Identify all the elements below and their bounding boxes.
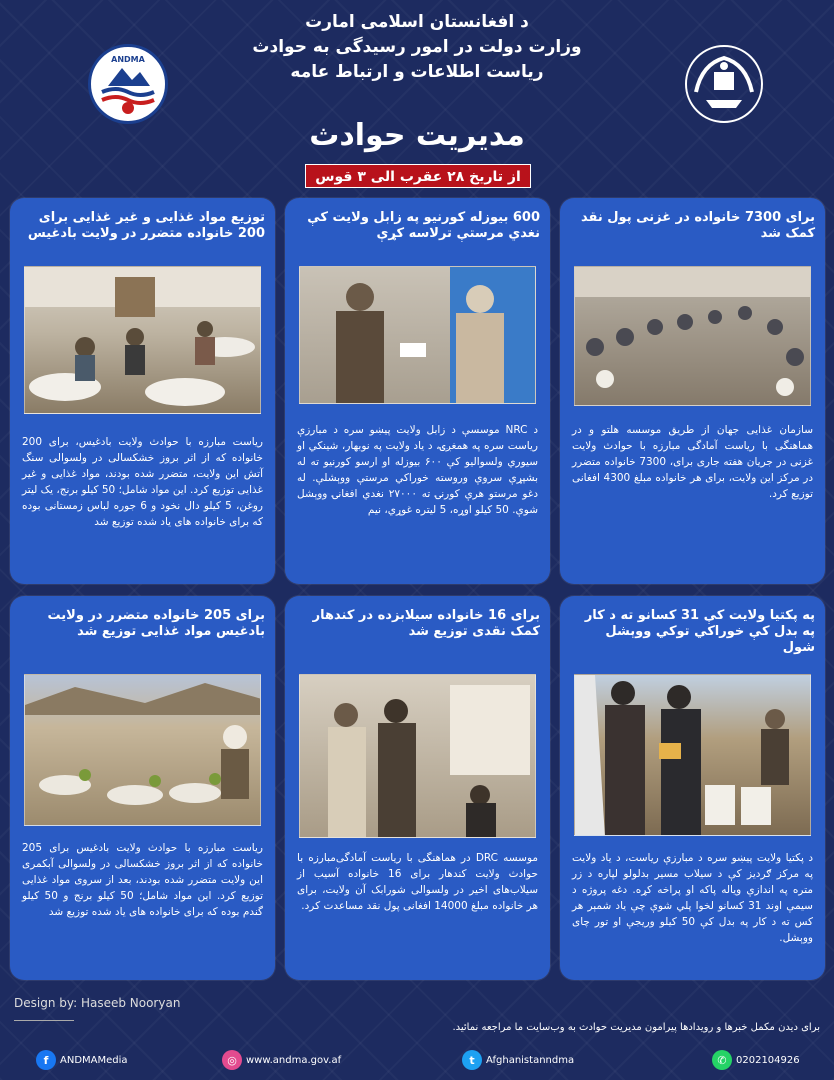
facebook-icon: f — [36, 1050, 56, 1070]
website-url: www.andma.gov.af — [246, 1054, 342, 1066]
phone-number: 0202104926 — [736, 1054, 800, 1066]
card-zabul-600 — [285, 198, 550, 584]
card-body: د پکتیا ولایت پیښو سره د مبارزې ریاست، د یاد ولایت په مرکز ګردیز کې د سیلاب مسیر بدلولو لپاره د زر متره په اندازې ویاله پاکه او پراخه کړه. دغه پروژه د سیمې اوند 31 کسانو لخوا پلي شوې چې یاد شمېر هر کس ته د کار په بدل کې 50 کیلو وریجې او تور چای ووېشل. — [572, 852, 813, 944]
card-badghis-205 — [10, 596, 275, 980]
facebook-handle: ANDMAMedia — [60, 1054, 128, 1066]
card-body: ریاست مبارزه با حوادث ولایت بادغیس، برای 200 خانواده که از اثر بروز خشکسالی در ولسوالی سنگ آتش این ولایت، متضرر شده بودند، مواد غذایی و غیر غذایی توزیع کرد. این مواد شامل؛ 50 کیلو برنج، یک لیتر روغن، 5 کیلو دال نخود و 6 جوره لباس زمستانی بوده که برای خانواده های یاد شده توزیع شد — [22, 436, 263, 528]
card-photo — [24, 674, 261, 826]
card-title: په پکتیا ولایت کې 31 کسانو ته د کار په بدل کې خوراکي توکي ووېشل شول — [584, 608, 815, 655]
facebook-link[interactable] — [36, 1050, 128, 1070]
whatsapp-link[interactable] — [712, 1050, 800, 1070]
twitter-link[interactable] — [462, 1050, 574, 1070]
twitter-handle: Afghanistanndma — [486, 1054, 575, 1066]
card-title: برای 7300 خانواده در غزنی پول نقد کمک شد — [581, 210, 815, 241]
card-body: سازمان غذایی جهان از طریق موسسه هلتو و در هماهنگی با ریاست آمادگی مبارزه با حوادث ولایت غزنی در جریان هفته جاری برای، 7300 خانواده متضرر در مرکز این ولایت، برای هر خانواده مبلغ 4300 افغانی توزیع کرد. — [572, 424, 813, 500]
card-title: برای 205 خانواده متضرر در ولایت بادغیس مواد غذایی توزیع شد — [47, 608, 265, 639]
card-ghazni-7300 — [560, 198, 825, 584]
card-photo — [299, 674, 536, 838]
card-photo — [574, 674, 811, 836]
card-photo — [574, 266, 811, 406]
card-title: توزیع مواد غذایی و غیر غذایی برای 200 خانواده متضرر در ولایت بادغیس — [27, 210, 265, 241]
page-title: مدیریت حوادث — [309, 118, 525, 153]
card-photo — [24, 266, 261, 414]
header-line-3: ریاست اطلاعات و ارتباط عامه — [290, 62, 544, 82]
card-paktia-31 — [560, 596, 825, 980]
whatsapp-icon: ✆ — [712, 1050, 732, 1070]
header-line-1: د افغانستان اسلامی امارت — [305, 12, 529, 32]
card-title: 600 بیوزله کورنیو په زابل ولایت کې نغدي مرستې ترلاسه کړې — [307, 210, 540, 241]
website-notice: برای دیدن مکمل خبرها و رویدادها پیرامون مدیریت حوادث به وب‌سایت ما مراجعه نمائید. — [452, 1022, 820, 1033]
card-photo — [299, 266, 536, 404]
globe-icon: ◎ — [222, 1050, 242, 1070]
header-line-2: وزارت دولت در امور رسیدگی به حوادث — [252, 37, 582, 57]
card-kandahar-16 — [285, 596, 550, 980]
twitter-icon: t — [462, 1050, 482, 1070]
card-badghis-200 — [10, 198, 275, 584]
footer — [0, 1040, 834, 1080]
website-link[interactable] — [222, 1050, 341, 1070]
andma-logo — [88, 44, 168, 124]
card-body: د NRC موسسې د زابل ولایت پیښو سره د مبارزې ریاست سره په همغږۍ، د یاد ولایت په نوبهار، شینکي او سیوري ولسوالیو کې ۶۰۰ بیوزله او ارسو کورنیو ته له بشپړې سروې وروسته خوراکي مرستې ووېشلې. له دغو مرستو هرې کورنۍ ته ۲۷۰۰۰ نغدي افغانۍ ووېشل شوې. 50 کیلو اوړه، 5 لیتره غوړي، نیم — [297, 424, 539, 516]
card-title: برای 16 خانواده سیلابزده در کندهار کمک نقدی توزیع شد — [312, 608, 540, 639]
designer-credit: Design by: Haseeb Nooryan — [14, 996, 181, 1010]
credit-divider — [14, 1020, 74, 1021]
card-body: ریاست مبارزه با حوادث ولایت بادغیس برای 205 خانواده که از اثر بروز خشکسالی در ولسوالی آبکمری این ولایت متضرر شده بودند، بعد از سروی مواد غذایی توزیع کرد. این مواد شامل؛ 50 کیلو برنج و 50 کیلو گندم بوده که برای خانواده های یاد شده توزیع شد — [22, 842, 264, 918]
card-body: موسسه DRC در هماهنگی با ریاست آمادگی‌مبارزه با حوادث ولایت کندهار برای 16 خانواده آسیب از سیلاب‌های اخیر در ولسوالی شورابک آن ولایت، برای هر خانواده مبلغ 14000 افغانی پول نقد مساعدت کرد. — [297, 852, 539, 912]
date-range-badge: از تاریخ ۲۸ عقرب الی ۳ قوس — [305, 164, 531, 188]
logo-text: ANDMA — [111, 55, 145, 64]
emirate-emblem — [684, 44, 764, 124]
